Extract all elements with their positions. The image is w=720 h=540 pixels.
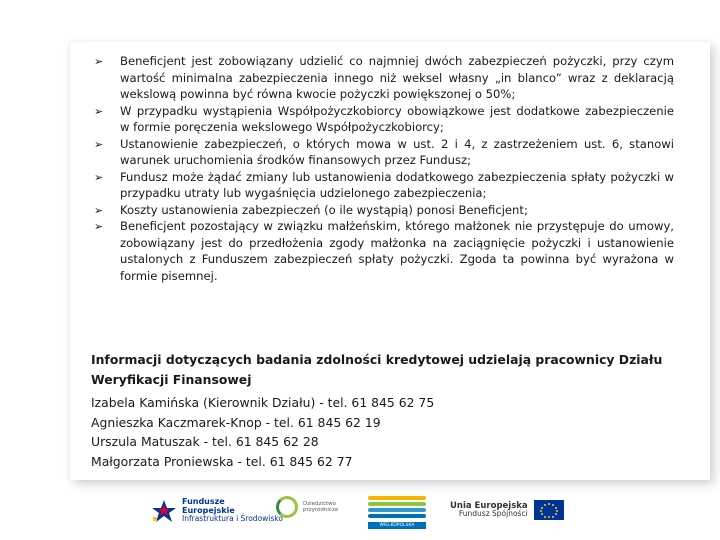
wielkopolska-logo (368, 496, 426, 530)
list-item: ➢ Ustanowienie zabezpieczeń, o których mowa w ust. 2 i 4, z zastrzeżeniem ust. 6, stanowi warunek uruchomienia środków finansowych przez Fundusz; (94, 136, 674, 167)
wielkopolska-banner: WIELKOPOLSKA (368, 522, 426, 529)
field-wave-icon (368, 502, 426, 506)
contact-person: Małgorzata Proniewska - tel. 61 845 62 77 (91, 453, 353, 469)
contact-heading: Informacji dotyczących badania zdolności kredytowej udzielają pracownicy Działu Weryfikacji Finansowej (91, 352, 663, 387)
arrow-bullet-icon: ➢ (94, 137, 104, 151)
eu-flag-icon (534, 500, 564, 520)
footer-logos (0, 490, 720, 540)
fundusze-europejskie-logo (150, 498, 283, 524)
list-item: ➢ Koszty ustanowienia zabezpieczeń (o ile wystąpią) ponosi Beneficjent; (94, 202, 528, 217)
dziedzictwo-logo (276, 496, 338, 518)
arrow-bullet-icon: ➢ (94, 220, 104, 233)
sun-wave-icon (368, 496, 426, 500)
arrow-bullet-icon: ➢ (94, 55, 104, 68)
list-item: ➢ W przypadku wystąpienia Współpożyczkobiorcy obowiązkowe jest dodatkowe zabezpieczenie w formie poręczenia wekslowego Współpożyczkobiorcy; (94, 103, 674, 134)
ue-fund: Fundusz Spójności (458, 509, 528, 518)
fe-name-line1: Fundusze (182, 497, 225, 506)
fe-name-line2: Europejskie (182, 505, 235, 515)
contact-person: Urszula Matuszak - tel. 61 845 62 28 (91, 434, 319, 449)
list-item: ➢ Fundusz może żądać zmiany lub ustanowienia dodatkowego zabezpieczenia spłaty pożyczki w przypadku utraty lub wygaśnięcia udzielonego zabezpieczenia; (94, 169, 674, 200)
arrow-bullet-icon: ➢ (94, 104, 104, 118)
list-item: ➢ Beneficjent jest zobowiązany udzielić co najmniej dwóch zabezpieczeń pożyczki, przy czym wartość minimalna zabezpieczenia innego niż weksel własny „in blanco” wraz z deklaracją wekslową powinna być równa kwocie pożyczki powiększonej o 50%; (94, 54, 674, 101)
pl-line2: przyrodnicze (303, 507, 339, 513)
requirements-list (94, 53, 674, 284)
pl-line1: Dziedzictwo (303, 500, 336, 507)
leaf-circle-icon (276, 496, 298, 518)
contact-person: Agnieszka Kaczmarek-Knop - tel. 61 845 62 19 (91, 414, 381, 430)
contact-section (91, 350, 691, 471)
fe-stars-icon (150, 499, 178, 523)
arrow-bullet-icon: ➢ (94, 170, 104, 184)
water-wave-icon (368, 514, 426, 518)
contact-list (91, 393, 691, 471)
contact-person: Izabela Kamińska (Kierownik Działu) - tel. 61 845 62 75 (91, 395, 435, 410)
unia-europejska-logo (450, 500, 564, 520)
ue-name: Unia Europejska (450, 500, 528, 511)
water-wave-icon (368, 508, 426, 512)
list-item: ➢ Beneficjent pozostający w związku małżeńskim, którego małżonek nie przystępuje do umowy, zobowiązany jest do przedłożenia zgody małżonka na zaciągnięcie pożyczki i ustanowienie ustalonych z Funduszem zabezpieczeń spłaty pożyczki. Zgoda ta powinna być wyrażona w formie pisemnej. (94, 219, 674, 283)
fe-program: Infrastruktura i Środowisko (182, 514, 283, 523)
arrow-bullet-icon: ➢ (94, 203, 104, 217)
